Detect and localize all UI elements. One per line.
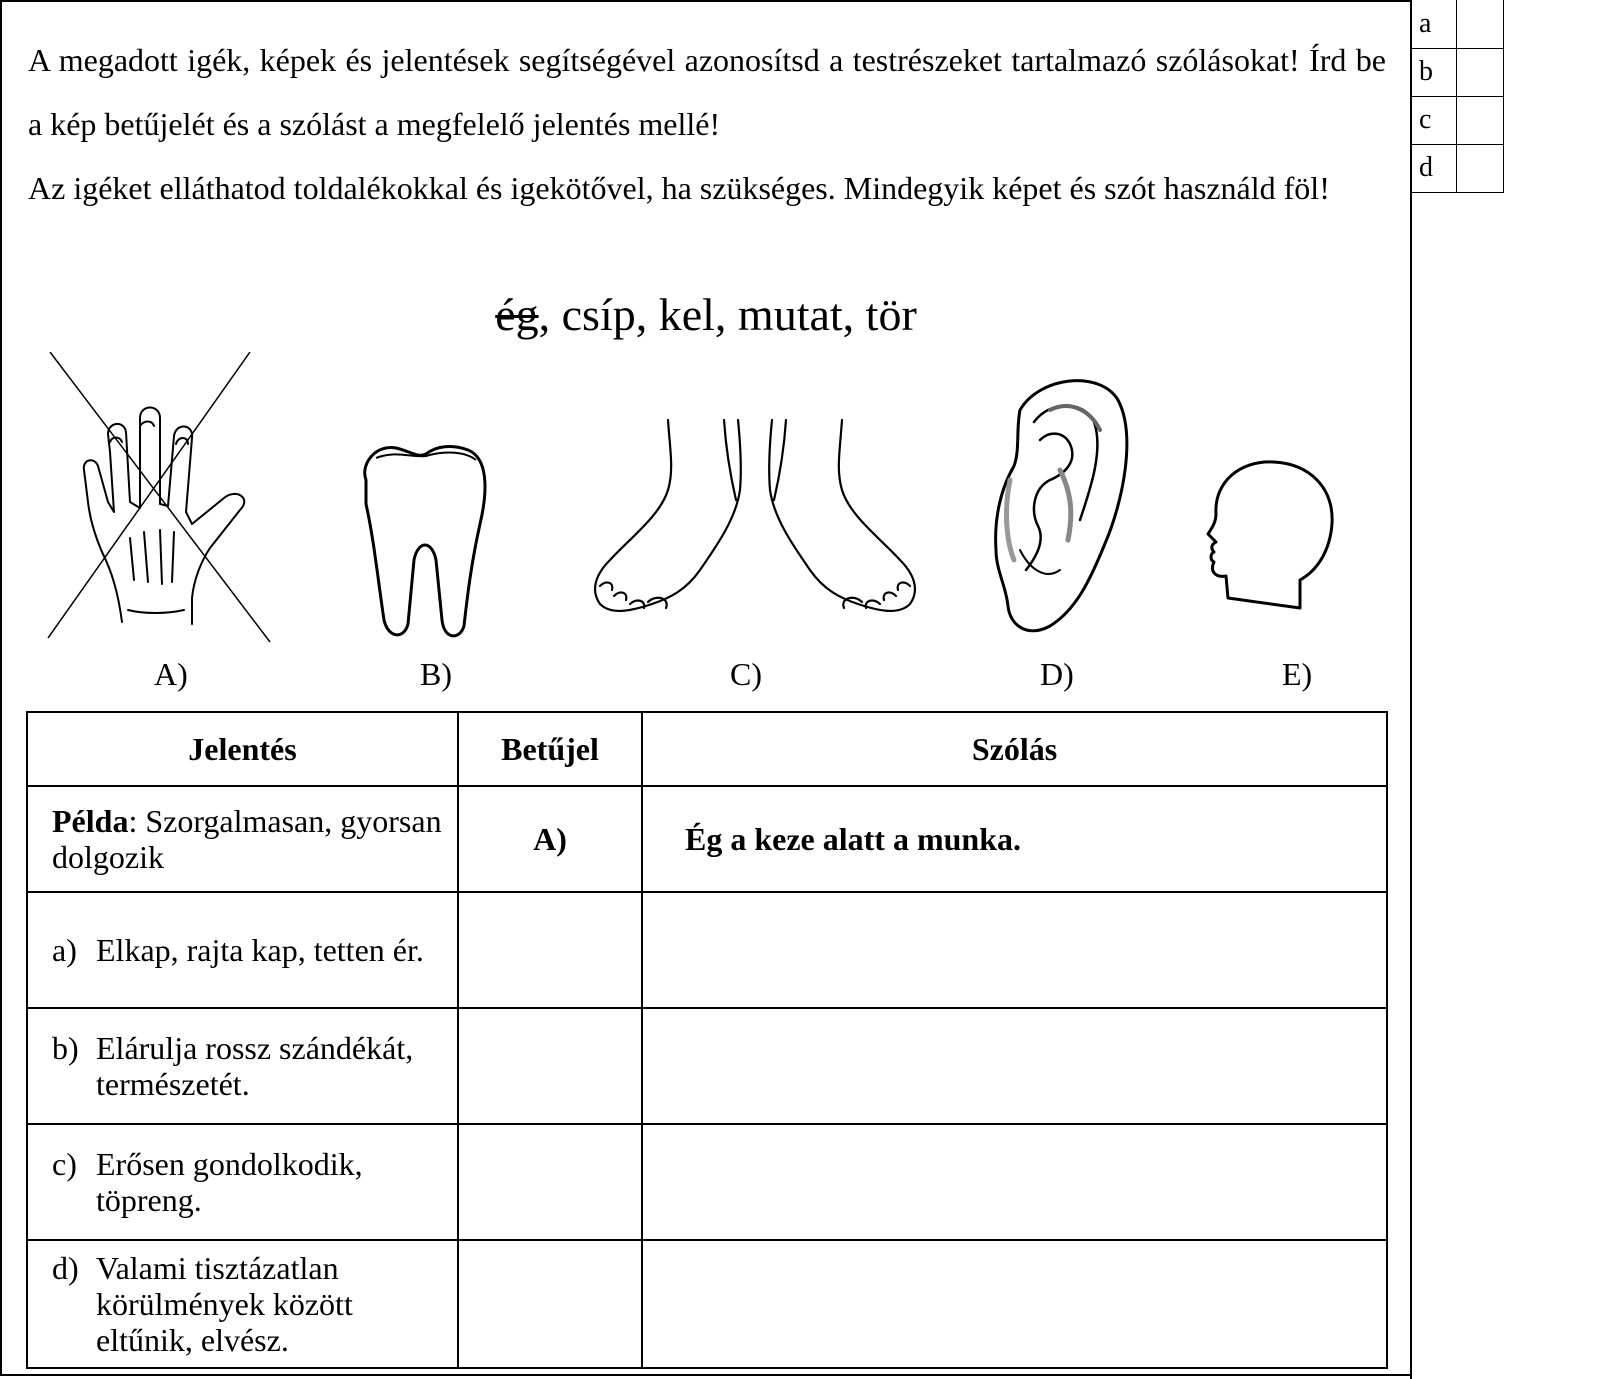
example-letter: A) [458, 786, 642, 892]
image-caption-e: E) [1282, 656, 1313, 692]
header-idiom: Szólás [642, 712, 1387, 786]
row-meaning: Valami tisztázatlan körülmények között eltűnik, elvész. [96, 1250, 353, 1358]
score-cell-d[interactable] [1456, 144, 1503, 192]
image-caption-b: B) [420, 656, 452, 692]
score-label-a: a [1411, 0, 1457, 48]
table-row [27, 1124, 1387, 1240]
remaining-words: , csíp, kel, mutat, tör [538, 289, 917, 340]
letter-answer-cell[interactable] [458, 1240, 642, 1368]
instructions [28, 28, 1386, 220]
example-row [27, 786, 1387, 892]
idiom-answer-cell[interactable] [642, 892, 1387, 1008]
score-label-d: d [1411, 144, 1457, 192]
head-icon [1200, 458, 1340, 618]
answer-table [26, 711, 1388, 1369]
idiom-answer-cell[interactable] [642, 1124, 1387, 1240]
table-row [27, 1008, 1387, 1124]
ear-icon [990, 370, 1140, 650]
row-key: d) [52, 1250, 79, 1286]
example-idiom: Ég a keze alatt a munka. [642, 786, 1387, 892]
idiom-answer-cell[interactable] [642, 1240, 1387, 1368]
struck-word: ég [495, 289, 539, 340]
row-key: a) [52, 932, 77, 968]
letter-answer-cell[interactable] [458, 1124, 642, 1240]
verb-list [0, 288, 1412, 341]
image-caption-d: D) [1040, 656, 1074, 692]
example-prefix: Példa [52, 803, 129, 839]
letter-answer-cell[interactable] [458, 1008, 642, 1124]
image-caption-c: C) [730, 656, 762, 692]
score-label-c: c [1411, 96, 1457, 144]
header-letter: Betűjel [458, 712, 642, 786]
margin-line [1410, 0, 1412, 1379]
score-box [1410, 0, 1504, 193]
header-meaning: Jelentés [27, 712, 458, 786]
row-meaning: Erősen gondolkodik, töpreng. [96, 1146, 363, 1218]
feet-icon [590, 410, 920, 640]
score-cell-a[interactable] [1456, 0, 1503, 48]
row-meaning: Elkap, rajta kap, tetten ér. [96, 932, 424, 968]
table-row [27, 892, 1387, 1008]
table-row [27, 1240, 1387, 1368]
image-caption-a: A) [154, 656, 188, 692]
score-cell-c[interactable] [1456, 96, 1503, 144]
idiom-answer-cell[interactable] [642, 1008, 1387, 1124]
row-key: b) [52, 1030, 79, 1066]
example-meaning: Példa: Szorgalmasan, gyorsan dolgozik [27, 786, 458, 892]
score-label-b: b [1411, 48, 1457, 96]
tooth-icon [356, 440, 496, 640]
row-key: c) [52, 1146, 77, 1182]
letter-answer-cell[interactable] [458, 892, 642, 1008]
hand-crossed-icon [44, 352, 284, 652]
row-meaning: Elárulja rossz szándékát, természetét. [96, 1030, 414, 1102]
instruction-line-2: Az igéket elláthatod toldalékokkal és igekötővel, ha szükséges. Mindegyik képet és szót használd föl! [28, 170, 1330, 206]
score-cell-b[interactable] [1456, 48, 1503, 96]
instruction-line-1: A megadott igék, képek és jelentések segítségével azonosítsd a testrészeket tartalmazó szólásokat! Írd be a kép betűjelét és a szólást a megfelelő jelentés mellé! [28, 42, 1386, 142]
